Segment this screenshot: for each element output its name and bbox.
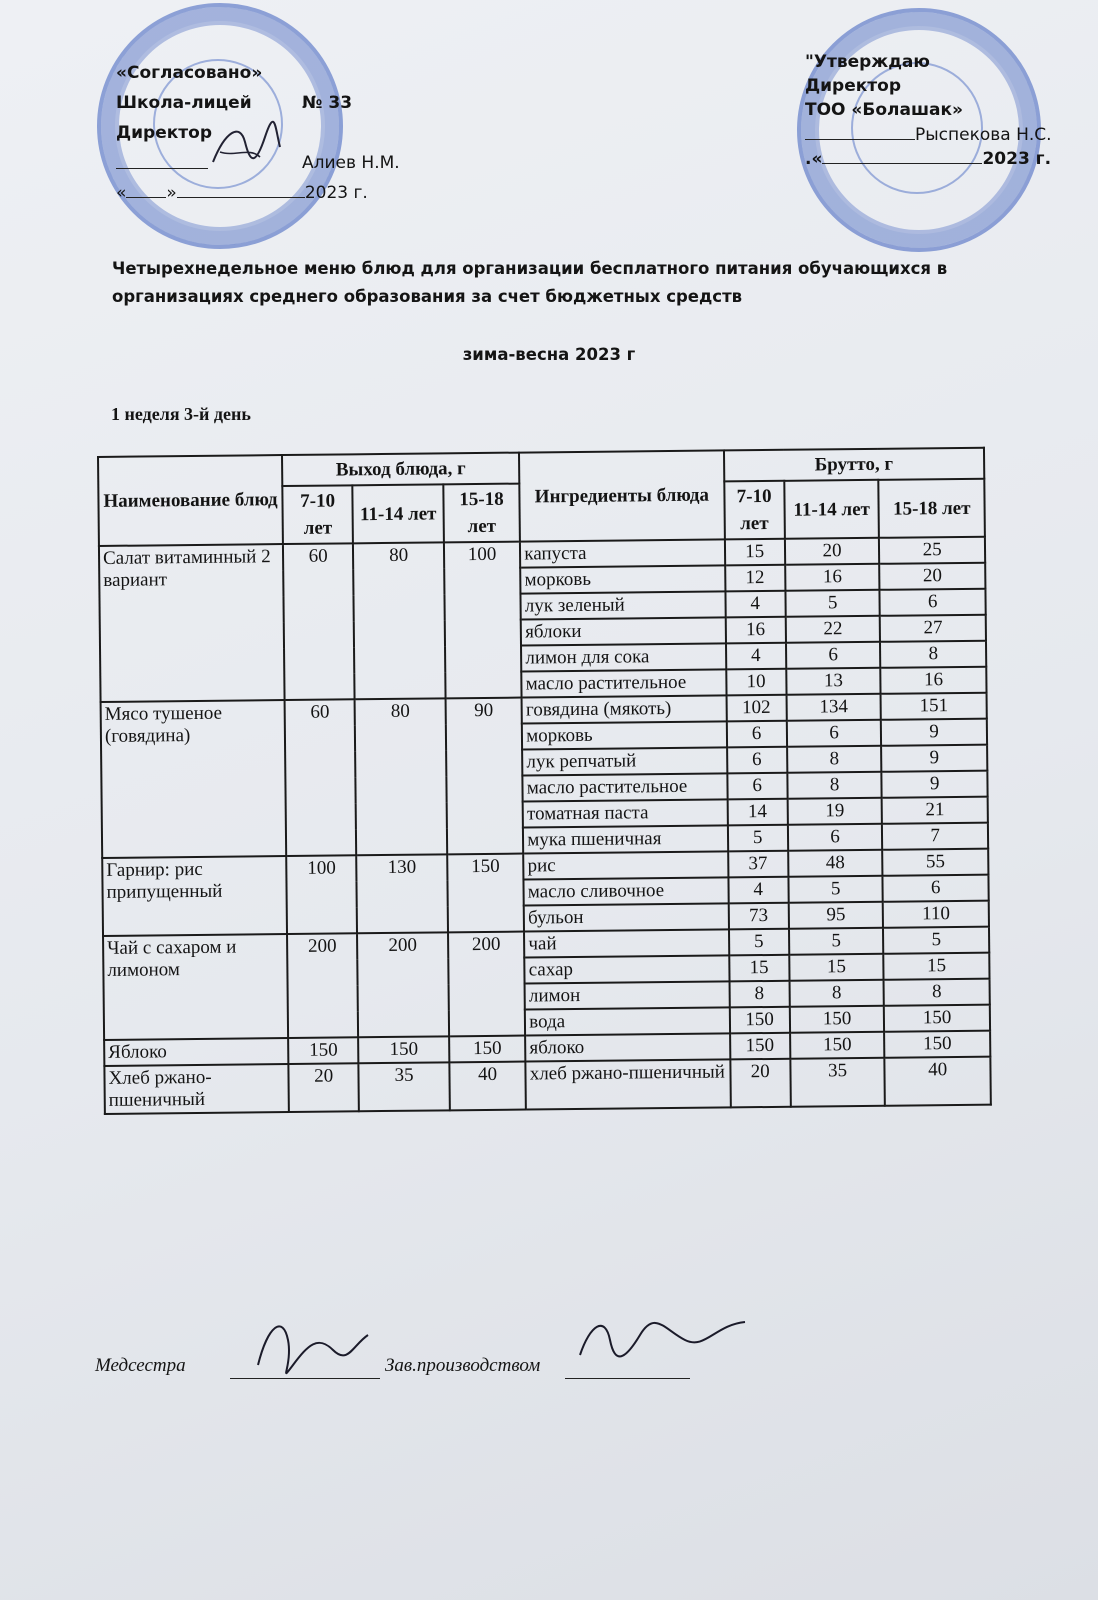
ingredient-gross-value: 5 — [785, 590, 880, 617]
ingredient-gross-value: 73 — [728, 903, 789, 930]
day-label: 1 неделя 3-й день — [111, 404, 251, 424]
dish-yield-value: 150 — [288, 1037, 359, 1064]
ingredient-name: хлеб ржано-пшеничный — [526, 1059, 731, 1109]
header-yield-age3: 15-18 лет — [443, 484, 520, 543]
ingredient-name: яблоко — [525, 1033, 729, 1061]
ingredient-gross-value: 35 — [790, 1058, 885, 1107]
ingredient-gross-value: 8 — [880, 641, 986, 668]
ingredient-gross-value: 16 — [725, 617, 786, 644]
dish-name: Салат витаминный 2 вариант — [99, 544, 285, 702]
dish-yield-value: 200 — [448, 932, 525, 1037]
manager-signature — [565, 1300, 755, 1380]
header-gross-age3: 15-18 лет — [879, 479, 985, 538]
ingredient-gross-value: 4 — [728, 877, 789, 904]
ingredient-name: вода — [525, 1007, 729, 1035]
header-gross: Брутто, г — [723, 448, 984, 482]
header-ingredients: Ингредиенты блюда — [519, 450, 724, 541]
ingredient-gross-value: 4 — [725, 643, 786, 670]
header-yield-age2: 11-14 лет — [353, 484, 444, 543]
ingredient-name: капуста — [520, 539, 724, 567]
ingredient-gross-value: 15 — [724, 539, 785, 566]
ingredient-gross-value: 7 — [882, 823, 988, 850]
header-yield-age1: 7-10 лет — [282, 485, 353, 544]
dish-yield-value: 60 — [283, 543, 355, 700]
ingredient-name: бульон — [524, 903, 728, 931]
ingredient-gross-value: 9 — [882, 771, 988, 798]
ingredient-gross-value: 150 — [884, 1031, 990, 1058]
ingredient-name: лимон — [525, 981, 729, 1009]
ingredient-name: томатная паста — [523, 799, 727, 827]
ingredient-name: говядина (мякоть) — [522, 695, 726, 723]
menu-table — [97, 447, 992, 1115]
approval-left-name: Алиев Н.М. — [302, 153, 400, 173]
ingredient-gross-value: 6 — [727, 773, 788, 800]
dish-yield-value: 20 — [288, 1063, 359, 1112]
dish-name: Мясо тушеное (говядина) — [101, 700, 287, 858]
ingredient-name: лук зеленый — [521, 591, 725, 619]
dish-name: Чай с сахаром и лимоном — [103, 934, 288, 1040]
dish-yield-value: 40 — [449, 1062, 526, 1111]
ingredient-gross-value: 95 — [789, 902, 884, 929]
school-number: № 33 — [302, 93, 353, 113]
ingredient-name: рис — [523, 851, 727, 879]
dish-yield-value: 150 — [358, 1036, 449, 1063]
approval-left-year: 2023 г. — [304, 183, 368, 203]
ingredient-gross-value: 110 — [883, 901, 989, 928]
menu-table-body — [99, 537, 991, 1114]
production-manager-label: Зав.производством — [385, 1355, 541, 1376]
ingredient-gross-value: 150 — [790, 1006, 885, 1033]
table-row — [104, 1057, 990, 1114]
ingredient-gross-value: 25 — [879, 537, 985, 564]
dish-yield-value: 100 — [444, 542, 522, 699]
ingredient-gross-value: 6 — [726, 721, 787, 748]
ingredient-gross-value: 15 — [729, 955, 790, 982]
header-gross-age1: 7-10 лет — [724, 481, 785, 540]
ingredient-name: морковь — [522, 721, 726, 749]
ingredient-gross-value: 5 — [789, 928, 884, 955]
ingredient-gross-value: 21 — [882, 797, 988, 824]
ingredient-name: масло растительное — [523, 773, 727, 801]
ingredient-gross-value: 150 — [884, 1005, 990, 1032]
header-yield: Выход блюда, г — [282, 453, 520, 486]
dish-yield-value: 130 — [357, 854, 448, 933]
dish-yield-value: 150 — [447, 854, 524, 933]
ingredient-gross-value: 6 — [880, 589, 986, 616]
dish-yield-value: 200 — [287, 933, 358, 1038]
ingredient-gross-value: 20 — [785, 538, 880, 565]
ingredient-name: мука пшеничная — [523, 825, 727, 853]
ingredient-gross-value: 151 — [881, 693, 987, 720]
dish-yield-value: 80 — [355, 698, 447, 855]
nurse-label: Медсестра — [95, 1355, 186, 1376]
dish-name: Хлеб ржано-пшеничный — [104, 1064, 288, 1114]
document-title: Четырехнедельное меню блюд для организации бесплатного питания обучающихся в организациях среднего образования за счет бюджетных средств — [112, 259, 948, 306]
ingredient-name: яблоки — [521, 617, 725, 645]
dish-name: Яблоко — [104, 1038, 288, 1066]
ingredient-gross-value: 8 — [729, 981, 790, 1008]
approval-right-heading: "Утверждаю — [805, 52, 930, 72]
ingredient-gross-value: 20 — [730, 1059, 791, 1108]
ingredient-name: чай — [524, 929, 728, 957]
ingredient-gross-value: 8 — [787, 772, 882, 799]
header-gross-age2: 11-14 лет — [784, 480, 879, 539]
ingredient-gross-value: 6 — [786, 642, 881, 669]
ingredient-gross-value: 9 — [881, 719, 987, 746]
ingredient-gross-value: 134 — [786, 694, 881, 721]
ingredient-name: масло растительное — [522, 669, 726, 697]
approval-right-name: Рыспекова Н.С. — [915, 125, 1052, 145]
ingredient-gross-value: 6 — [727, 747, 788, 774]
ingredient-gross-value: 20 — [880, 563, 986, 590]
ingredient-gross-value: 6 — [883, 875, 989, 902]
dish-yield-value: 60 — [285, 699, 357, 856]
ingredient-gross-value: 8 — [884, 979, 990, 1006]
school-label: Школа-лицей — [116, 93, 252, 113]
ingredient-gross-value: 6 — [787, 720, 882, 747]
director-signature — [205, 112, 285, 182]
ingredient-name: лук репчатый — [522, 747, 726, 775]
ingredient-gross-value: 16 — [785, 564, 880, 591]
ingredient-gross-value: 19 — [787, 798, 882, 825]
dish-yield-value: 100 — [286, 855, 357, 934]
approval-left-heading: «Согласовано» — [116, 63, 263, 83]
ingredient-gross-value: 10 — [726, 669, 787, 696]
ingredient-gross-value: 27 — [880, 615, 986, 642]
ingredient-name: сахар — [525, 955, 729, 983]
approval-right-position: Директор — [805, 76, 901, 96]
ingredient-name: масло сливочное — [524, 877, 728, 905]
ingredient-gross-value: 8 — [789, 980, 884, 1007]
ingredient-gross-value: 6 — [788, 824, 883, 851]
approval-right-block — [805, 50, 1052, 170]
date-close-quote: » — [166, 183, 177, 203]
ingredient-gross-value: 9 — [881, 745, 987, 772]
ingredient-gross-value: 22 — [786, 616, 881, 643]
header-dish: Наименование блюд — [98, 455, 283, 546]
ingredient-gross-value: 5 — [727, 825, 788, 852]
ingredient-gross-value: 5 — [788, 876, 883, 903]
ingredient-gross-value: 14 — [727, 799, 788, 826]
approval-right-org: ТОО «Болашак» — [805, 100, 964, 120]
ingredient-name: лимон для сока — [521, 643, 725, 671]
ingredient-gross-value: 150 — [730, 1033, 791, 1060]
date-open-quote: « — [116, 183, 127, 203]
ingredient-gross-value: 4 — [725, 591, 786, 618]
approval-left-position: Директор — [116, 123, 212, 143]
ingredient-gross-value: 15 — [884, 953, 990, 980]
ingredient-gross-value: 102 — [726, 695, 787, 722]
ingredient-gross-value: 5 — [883, 927, 989, 954]
ingredient-gross-value: 150 — [790, 1032, 885, 1059]
approval-right-date-open: .« — [805, 149, 823, 169]
season-label: зима-весна 2023 г — [462, 345, 636, 364]
ingredient-name: морковь — [520, 565, 724, 593]
ingredient-gross-value: 13 — [786, 668, 881, 695]
ingredient-gross-value: 55 — [883, 849, 989, 876]
ingredient-gross-value: 150 — [729, 1007, 790, 1034]
ingredient-gross-value: 12 — [725, 565, 786, 592]
ingredient-gross-value: 48 — [788, 850, 883, 877]
dish-yield-value: 200 — [357, 932, 449, 1037]
dish-yield-value: 150 — [449, 1036, 526, 1063]
approval-right-year: 2023 г. — [982, 149, 1052, 169]
dish-yield-value: 80 — [353, 542, 445, 699]
ingredient-gross-value: 16 — [881, 667, 987, 694]
dish-name: Гарнир: рис припущенный — [102, 856, 287, 936]
dish-yield-value: 90 — [445, 698, 523, 855]
ingredient-gross-value: 40 — [885, 1057, 991, 1106]
ingredient-gross-value: 15 — [789, 954, 884, 981]
ingredient-gross-value: 37 — [728, 851, 789, 878]
dish-yield-value: 35 — [359, 1062, 450, 1111]
ingredient-gross-value: 5 — [728, 929, 789, 956]
nurse-signature — [238, 1305, 378, 1395]
ingredient-gross-value: 8 — [787, 746, 882, 773]
